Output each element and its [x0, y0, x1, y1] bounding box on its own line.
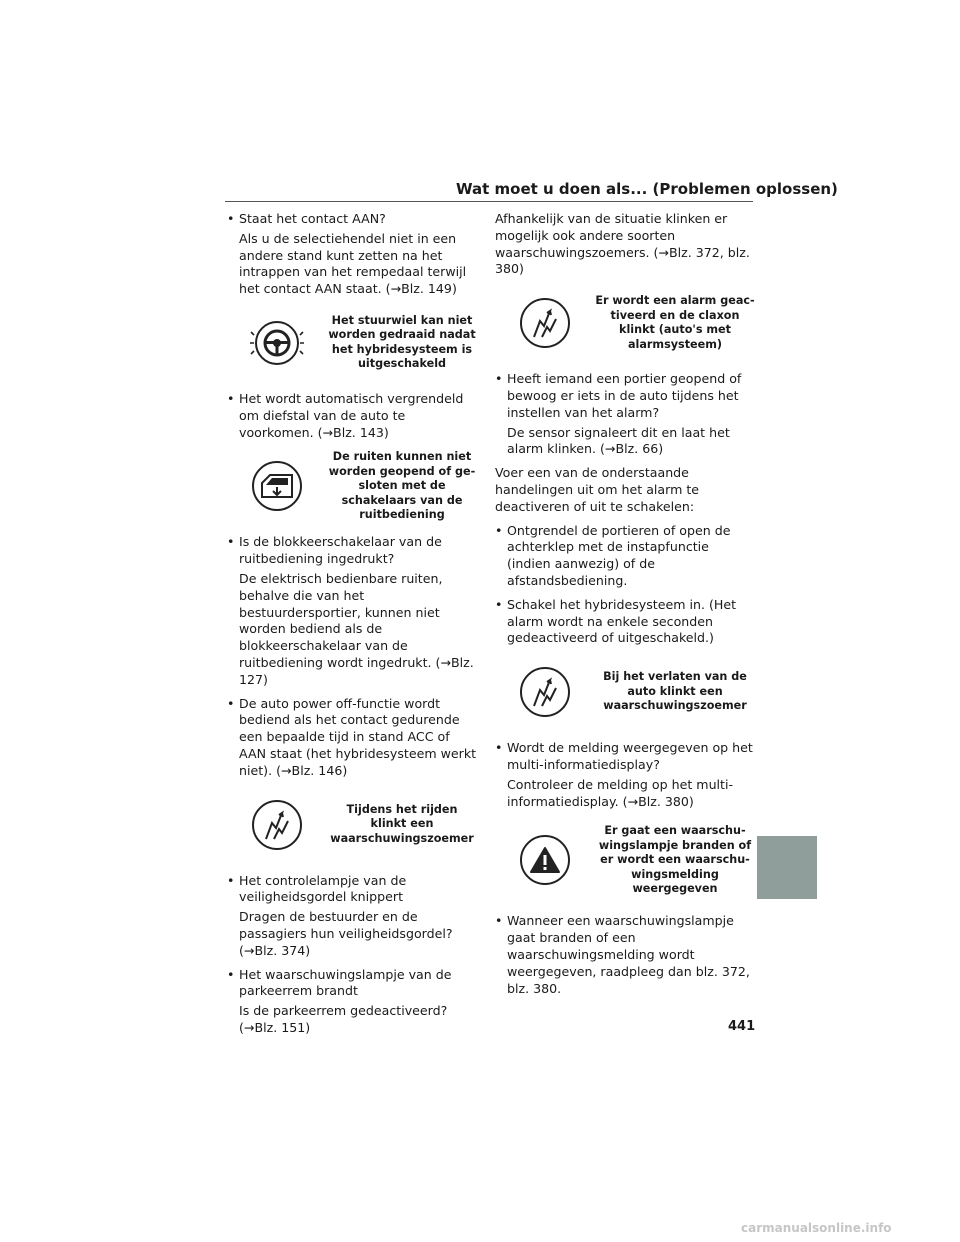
warning-triangle-icon: [520, 835, 570, 885]
bullet-text: • Ontgrendel de portieren of open de achterklep met de instapfunctie (indien aanwezig) of de afstandsbediening.: [495, 523, 755, 590]
list-item: [227, 967, 477, 1037]
page-header-title: Wat moet u doen als... (Problemen oplossen): [456, 180, 838, 198]
list-item: [495, 597, 755, 647]
header-divider: [225, 201, 753, 202]
list-item: [495, 523, 755, 590]
bullet-answer: Controleer de melding op het multi-informatiedisplay. (→Blz. 380): [507, 776, 734, 809]
bullet-question: • Het waarschuwingslampje van de parkeerrem brandt: [227, 967, 477, 1001]
symptom-caption: Tijdens het rijden klinkt een waarschuwingszoemer: [330, 802, 474, 845]
bullet-answer: De sensor signaleert dit en laat het alarm klinken. (→Blz. 66): [507, 424, 730, 457]
list-item: [495, 740, 755, 810]
symptom-caption: Er wordt een alarm geac-tiveerd en de claxon klinkt (auto's met alarmsysteem): [595, 294, 755, 351]
symptom-box: [227, 790, 477, 860]
symptom-box: [227, 451, 477, 521]
symptom-box: [227, 308, 477, 378]
bullet-answer: Dragen de bestuurder en de passagiers hun veiligheidsgordel? (→Blz. 374): [239, 909, 453, 958]
bullet-question: • Heeft iemand een portier geopend of bewoog er iets in de auto tijdens het instellen van het alarm?: [495, 371, 755, 421]
list-item: [227, 534, 477, 688]
steering-lock-icon: [250, 318, 304, 368]
bullet-question: • Het controlelampje van de veiligheidsgordel knippert: [227, 873, 477, 907]
bullet-answer: Is de parkeerrem gedeactiveerd? (→Blz. 151): [239, 1003, 448, 1035]
intro-paragraph: Afhankelijk van de situatie klinken er mogelijk ook andere soorten waarschuwingszoemers. (→Blz. 372, blz. 380): [495, 211, 750, 277]
bullet-text: • Het wordt automatisch vergrendeld om diefstal van de auto te voorkomen. (→Blz. 143): [227, 391, 477, 441]
watermark: carmanualsonline.info: [741, 1221, 892, 1235]
bullet-text: • Wanneer een waarschuwingslampje gaat branden of een waarschuwingsmelding wordt weergegeven, raadpleeg dan blz. 372, blz. 380.: [495, 913, 755, 997]
buzzer-icon: [520, 667, 570, 717]
list-item: [495, 913, 755, 997]
symptom-box: [495, 288, 755, 358]
symptom-caption: Bij het verlaten van de auto klinkt een waarschuwingszoemer: [603, 670, 747, 713]
window-lock-icon: [252, 461, 302, 511]
list-item: [495, 371, 755, 458]
left-column: [227, 211, 477, 1044]
page-number: 441: [728, 1019, 756, 1034]
symptom-caption: De ruiten kunnen niet worden geopend of ge-sloten met de schakelaars van de ruitbediening: [328, 450, 476, 522]
buzzer-icon: [252, 800, 302, 850]
bullet-answer: Als u de selectiehendel niet in een andere stand kunt zetten na het intrappen van het rempedaal terwijl het contact AAN staat. (→Blz. 149): [239, 230, 467, 297]
buzzer-icon: [520, 298, 570, 348]
bullet-text: • De auto power off-functie wordt bediend als het contact gedurende een bepaalde tijd in stand ACC of AAN staat (het hybridesysteem werkt niet). (→Blz. 146): [227, 696, 477, 780]
bullet-question: • Is de blokkeerschakelaar van de ruitbediening ingedrukt?: [227, 534, 477, 568]
symptom-caption: Er gaat een waarschu-wingslampje branden of er wordt een waarschu-wingsmelding weergegeven: [598, 824, 752, 896]
symptom-box: [495, 820, 755, 900]
list-item: [227, 696, 477, 780]
symptom-caption: Het stuurwiel kan niet worden gedraaid nadat het hybridesysteem is uitgeschakeld: [328, 313, 476, 371]
list-item: [227, 211, 477, 298]
list-item: [227, 873, 477, 960]
instruction-paragraph: Voer een van de onderstaande handelingen uit om het alarm te deactiveren of uit te schakelen:: [495, 465, 700, 514]
list-item: [227, 391, 477, 441]
symptom-box: [495, 657, 755, 727]
bullet-answer: De elektrisch bedienbare ruiten, behalve die van het bestuurdersportier, kunnen niet worden bediend als de blokkeerschakelaar van de ruitbediening wordt ingedrukt. (→Blz. 127): [239, 570, 474, 687]
bullet-question: • Wordt de melding weergegeven op het multi-informatiedisplay?: [495, 740, 755, 774]
bullet-question: • Staat het contact AAN?: [227, 211, 477, 228]
chapter-tab: [757, 836, 817, 899]
bullet-text: • Schakel het hybridesysteem in. (Het alarm wordt na enkele seconden gedeactiveerd of uitgeschakeld.): [495, 597, 755, 647]
right-column: [495, 211, 755, 1004]
